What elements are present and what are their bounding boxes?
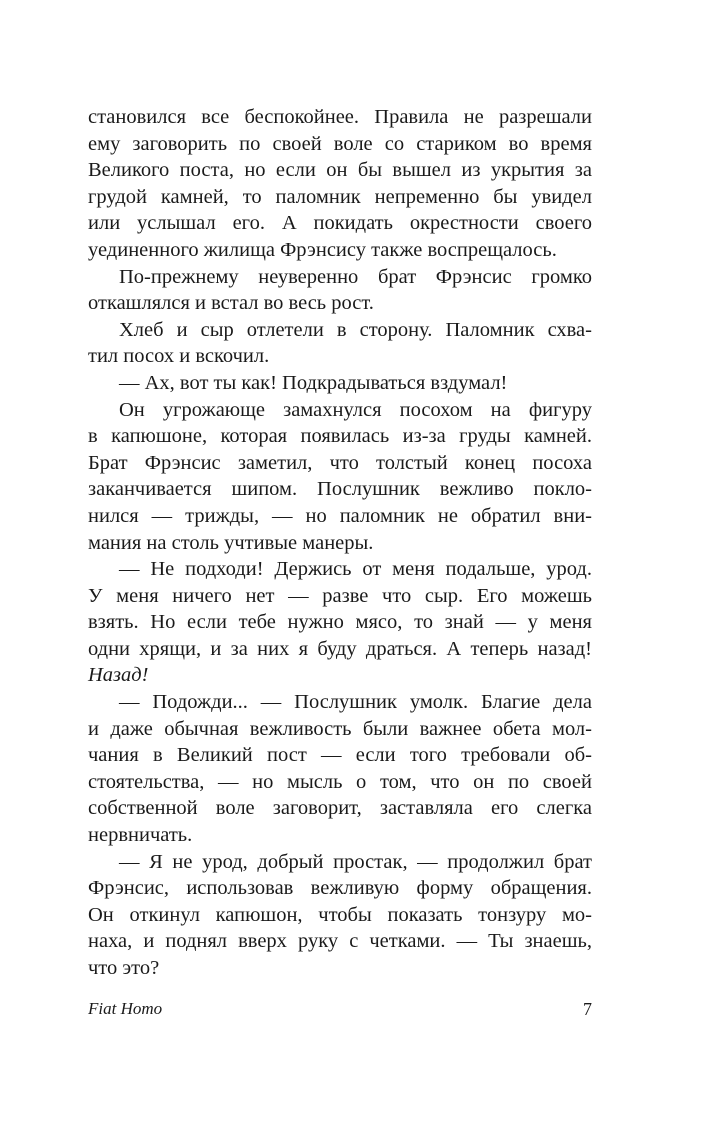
text-line: Фрэнсис, использовав вежливую форму обращения. <box>88 877 592 900</box>
text-line: нился — трижды, — но паломник не обратил вни- <box>88 504 592 527</box>
text-line: откашлялся и встал во весь рост. <box>88 292 374 315</box>
text-line: становился все беспокойнее. Правила не разрешали <box>88 106 592 128</box>
text-line: наха, и поднял вверх руку с четками. — Ты знаешь, <box>88 930 592 953</box>
text-line: По-прежнему неуверенно брат Фрэнсис громко <box>119 265 592 288</box>
text-line: Он откинул капюшон, чтобы показать тонзуру мо- <box>88 903 592 926</box>
text-line: тил посох и вскочил. <box>88 345 270 368</box>
text-line: ему заговорить по своей воле со стариком во время <box>88 132 592 155</box>
text-line: Брат Фрэнсис заметил, что толстый конец посоха <box>88 451 592 474</box>
text-line: одни хрящи, и за них я буду драться. А теперь назад! <box>88 637 592 660</box>
text-line: собственной воле заговорит, заставляла его слегка <box>88 797 592 820</box>
text-line: Он угрожающе замахнулся посохом на фигуру <box>119 398 592 421</box>
text-line: взять. Но если тебе нужно мясо, то знай — у меня <box>88 611 592 634</box>
text-line: или услышал его. А покидать окрестности своего <box>88 212 592 235</box>
text-line: — Ах, вот ты как! Подкрадываться вздумал! <box>119 371 508 394</box>
text-line: чания в Великий пост — если того требовали об- <box>88 744 592 767</box>
text-line: и даже обычная вежливость были важнее обета мол- <box>88 717 592 740</box>
page-body <box>88 104 592 982</box>
text-line: У меня ничего нет — разве что сыр. Его можешь <box>88 584 592 607</box>
text-line: Назад! <box>88 664 149 687</box>
text-line: Великого поста, но если он бы вышел из укрытия за <box>88 159 592 182</box>
text-line: стоятельства, — но мысль о том, что он по своей <box>88 770 592 793</box>
text-line: — Не подходи! Держись от меня подальше, урод. <box>119 558 592 581</box>
text-line: — Подожди... — Послушник умолк. Благие дела <box>119 691 592 714</box>
text-line: уединенного жилища Фрэнсису также воспрещалось. <box>88 238 557 261</box>
text-line: — Я не урод, добрый простак, — продолжил брат <box>119 850 592 873</box>
text-line: грудой камней, то паломник непременно бы увидел <box>88 185 592 208</box>
text-line: в капюшоне, которая появилась из-за груды камней. <box>88 425 592 448</box>
page-footer <box>88 996 592 1022</box>
text-line: что это? <box>88 957 160 979</box>
text-line: нервничать. <box>88 824 193 847</box>
text-line: заканчивается шипом. Послушник вежливо покло- <box>88 478 592 501</box>
text-line: Хлеб и сыр отлетели в сторону. Паломник схва- <box>119 318 592 341</box>
text-line: мания на столь учтивые манеры. <box>88 531 374 554</box>
page-number: 7 <box>583 999 592 1019</box>
running-title: Fiat Homo <box>88 999 163 1018</box>
